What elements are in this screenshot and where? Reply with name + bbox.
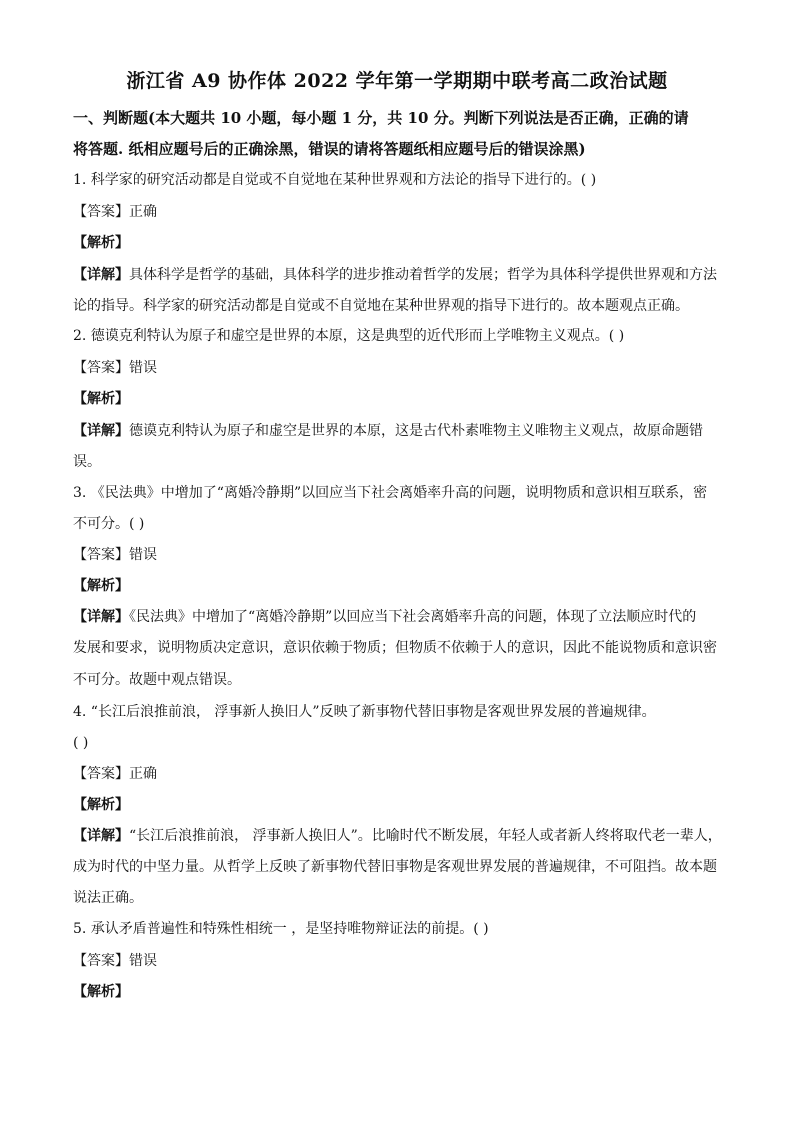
detail-text: 《民法典》中增加了“离婚冷静期”以回应当下社会离婚率升高的问题，体现了立法顺应时代的 (129, 609, 697, 625)
analysis-label: 【解析】 (73, 235, 129, 251)
answer-value: 正确 (129, 204, 157, 220)
answer-value: 错误 (129, 953, 157, 969)
question-4-detail-line1 (73, 826, 733, 846)
question-5-analysis-label (73, 982, 733, 1002)
answer-label: 【答案】 (73, 766, 129, 782)
question-4-detail-line3: 说法正确。 (73, 890, 143, 906)
question-3-answer (73, 545, 733, 565)
analysis-label: 【解析】 (73, 797, 129, 813)
answer-label: 【答案】 (73, 953, 129, 969)
question-3-stem-line2: 不可分。( ) (73, 516, 145, 532)
question-4-stem-line2: ( ) (73, 735, 89, 751)
detail-text: 德谟克利特认为原子和虚空是世界的本原，这是古代朴素唯物主义唯物主义观点，故原命题错 (129, 423, 703, 439)
question-3-stem-line1: 3. 《民法典》中增加了“离婚冷静期”以回应当下社会离婚率升高的问题，说明物质和意识相互联系，密 (73, 485, 708, 501)
answer-label: 【答案】 (73, 547, 129, 563)
question-2-detail-line2: 误。 (73, 454, 101, 470)
detail-text: 具体科学是哲学的基础，具体科学的进步推动着哲学的发展；哲学为具体科学提供世界观和方法 (129, 267, 717, 283)
section-heading-line1: 一、判断题(本大题共 10 小题，每小题 1 分，共 10 分。判断下列说法是否正确，正确的请 (73, 109, 689, 127)
question-3-analysis-label (73, 576, 733, 596)
analysis-label: 【解析】 (73, 578, 129, 594)
answer-value: 正确 (129, 766, 157, 782)
question-3-detail-line2: 发展和要求，说明物质决定意识，意识依赖于物质；但物质不依赖于人的意识，因此不能说物质和意识密 (73, 640, 717, 656)
answer-label: 【答案】 (73, 360, 129, 376)
question-1-analysis-label (73, 233, 733, 253)
question-4-detail-line2: 成为时代的中坚力量。从哲学上反映了新事物代替旧事物是客观世界发展的普遍规律，不可阻挡。故本题 (73, 859, 717, 875)
detail-text: “长江后浪推前浪， 浮事新人换旧人”。比喻时代不断发展，年轻人或者新人终将取代老一辈人， (129, 828, 722, 844)
answer-value: 错误 (129, 360, 157, 376)
question-3-detail-line1 (73, 607, 733, 627)
answer-label: 【答案】 (73, 204, 129, 220)
detail-label: 【详解】 (73, 609, 129, 625)
question-3-detail-line3: 不可分。故题中观点错误。 (73, 672, 241, 688)
question-2-detail-line1 (73, 421, 733, 441)
question-5-answer (73, 951, 733, 971)
question-1-stem: 1. 科学家的研究活动都是自觉或不自觉地在某种世界观和方法论的指导下进行的。( ) (73, 172, 597, 188)
analysis-label: 【解析】 (73, 984, 129, 1000)
question-2-analysis-label (73, 389, 733, 409)
section-heading-line2: 将答题. 纸相应题号后的正确涂黑，错误的请将答题纸相应题号后的错误涂黑) (73, 140, 586, 158)
question-2-answer (73, 358, 733, 378)
page-title: 浙江省 A9 协作体 2022 学年第一学期期中联考高二政治试题 (126, 70, 668, 92)
question-1-detail-line1 (73, 265, 733, 285)
question-4-analysis-label (73, 795, 733, 815)
detail-label: 【详解】 (73, 423, 129, 439)
question-4-answer (73, 764, 733, 784)
question-5-stem: 5. 承认矛盾普遍性和特殊性相统一 ，是坚持唯物辩证法的前提。( ) (73, 921, 489, 937)
question-1-detail-line2: 论的指导。科学家的研究活动都是自觉或不自觉地在某种世界观的指导下进行的。故本题观点正确。 (73, 298, 689, 314)
detail-label: 【详解】 (73, 828, 129, 844)
question-2-stem: 2. 德谟克利特认为原子和虚空是世界的本原，这是典型的近代形而上学唯物主义观点。( ) (73, 328, 625, 344)
answer-value: 错误 (129, 547, 157, 563)
detail-label: 【详解】 (73, 267, 129, 283)
question-1-answer (73, 202, 733, 222)
question-4-stem-line1: 4. “长江后浪推前浪， 浮事新人换旧人”反映了新事物代替旧事物是客观世界发展的普遍规律。 (73, 704, 656, 720)
analysis-label: 【解析】 (73, 391, 129, 407)
